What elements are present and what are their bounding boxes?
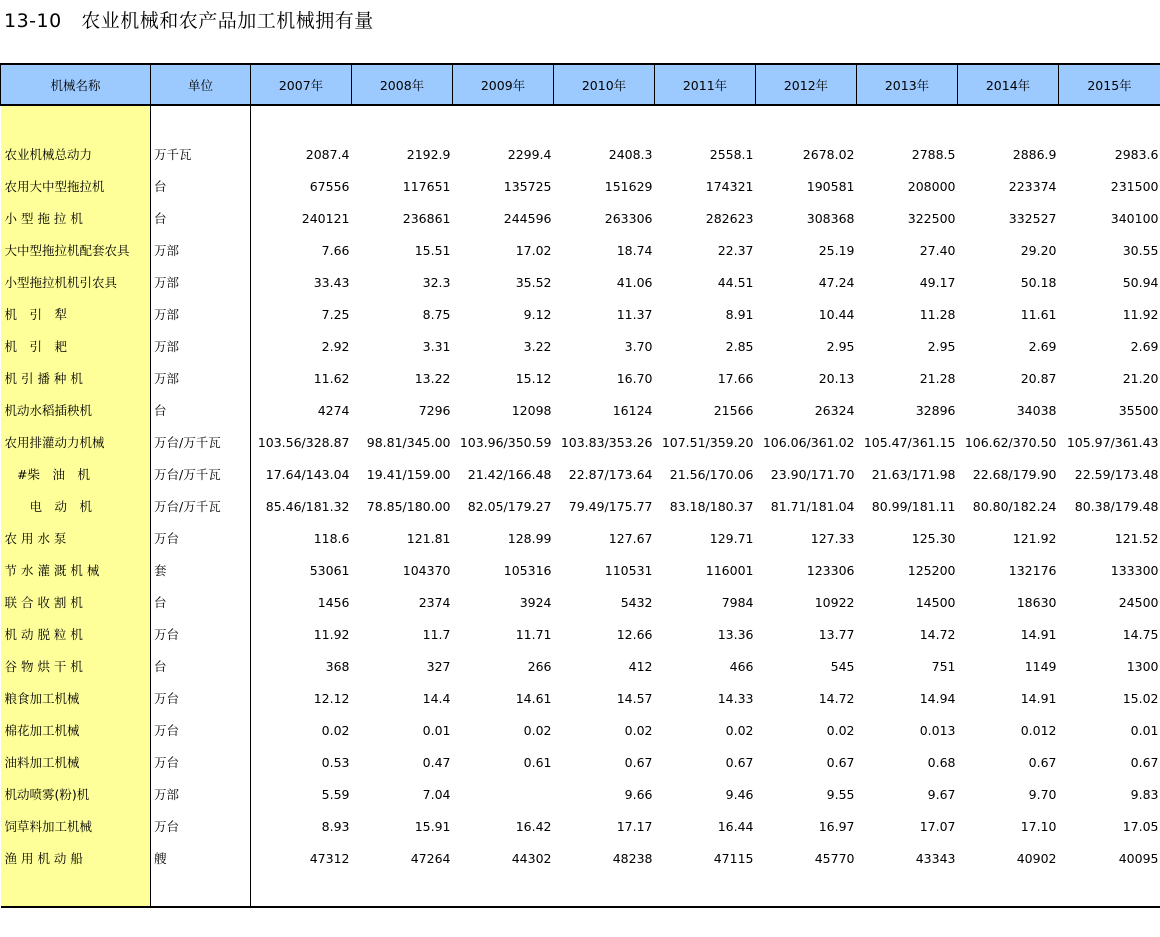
machine-name-cell: 棉花加工机械: [1, 714, 151, 746]
value-cell: 12098: [511, 402, 552, 418]
page-title: 13-10 农业机械和农产品加工机械拥有量: [4, 10, 374, 32]
value-cell: 17.17: [616, 818, 653, 834]
value-cell: 106.62/370.50: [964, 434, 1057, 450]
value-cell: 2299.4: [507, 146, 552, 162]
table-row: [1, 810, 1160, 842]
table-row: [1, 778, 1160, 810]
value-cell: 332527: [1008, 210, 1057, 226]
column-header-year: 2008年: [352, 64, 453, 105]
machine-name-cell: 粮食加工机械: [1, 682, 151, 714]
value-cell: 48238: [612, 850, 653, 866]
value-cell: 18.74: [616, 242, 653, 258]
value-cell: 26324: [814, 402, 855, 418]
value-cell: 0.02: [523, 722, 552, 738]
value-cell: 53061: [309, 562, 350, 578]
unit-cell: 台: [151, 586, 251, 618]
machine-name-cell: 饲草料加工机械: [1, 810, 151, 842]
value-cell: 47.24: [818, 274, 855, 290]
value-cell: 8.91: [725, 306, 754, 322]
value-cell: 2983.6: [1114, 146, 1159, 162]
value-cell: 1300: [1126, 658, 1159, 674]
unit-cell: 台: [151, 650, 251, 682]
unit-cell: 万台/万千瓦: [151, 458, 251, 490]
value-cell: 17.02: [515, 242, 552, 258]
table-row: [1, 682, 1160, 714]
table-body: [1, 105, 1160, 907]
unit-cell: 台: [151, 394, 251, 426]
machine-name-cell: 机 引 犁: [1, 298, 151, 330]
machine-name-cell: #柴 油 机: [1, 458, 151, 490]
value-cell: 14.61: [515, 690, 552, 706]
value-cell: 10922: [814, 594, 855, 610]
value-cell: 20.13: [818, 370, 855, 386]
value-cell: 50.18: [1020, 274, 1057, 290]
value-cell: 50.94: [1122, 274, 1159, 290]
value-cell: 123306: [806, 562, 855, 578]
value-cell: 20.87: [1020, 370, 1057, 386]
table-row: [1, 234, 1160, 266]
table-row: [1, 298, 1160, 330]
value-cell: 751: [931, 658, 956, 674]
value-cell: 15.51: [414, 242, 451, 258]
value-cell: 80.80/182.24: [972, 498, 1057, 514]
unit-cell: 万台: [151, 714, 251, 746]
value-cell: 121.52: [1114, 530, 1159, 546]
machine-name-cell: 农 用 水 泵: [1, 522, 151, 554]
table-row: [1, 586, 1160, 618]
value-cell: 14.91: [1020, 690, 1057, 706]
value-cell: 9.55: [826, 786, 855, 802]
value-cell: 22.87/173.64: [568, 466, 653, 482]
value-cell: 49.17: [919, 274, 956, 290]
column-header-year: 2012年: [756, 64, 857, 105]
value-cell: 0.02: [826, 722, 855, 738]
value-cell: 3.31: [422, 338, 451, 354]
machine-name-cell: 小 型 拖 拉 机: [1, 202, 151, 234]
value-cell: 44.51: [717, 274, 754, 290]
value-cell: 15.12: [515, 370, 552, 386]
value-cell: 466: [729, 658, 754, 674]
value-cell: 105.47/361.15: [863, 434, 956, 450]
table-row: [1, 490, 1160, 522]
table-row: [1, 362, 1160, 394]
value-cell: 12.12: [313, 690, 350, 706]
value-cell: 22.59/173.48: [1074, 466, 1159, 482]
value-cell: 41.06: [616, 274, 653, 290]
machine-name-cell: 农用排灌动力机械: [1, 426, 151, 458]
value-cell: 14.75: [1122, 626, 1159, 642]
value-cell: 545: [830, 658, 855, 674]
value-cell: 19.41/159.00: [366, 466, 451, 482]
value-cell: 11.37: [616, 306, 653, 322]
value-cell: 0.012: [1020, 722, 1057, 738]
value-cell: 81.71/181.04: [770, 498, 855, 514]
value-cell: 21.63/171.98: [871, 466, 956, 482]
machine-name-cell: 节 水 灌 溉 机 械: [1, 554, 151, 586]
value-cell: 282623: [705, 210, 754, 226]
value-cell: 9.66: [624, 786, 653, 802]
value-cell: 80.38/179.48: [1074, 498, 1159, 514]
value-cell: 2788.5: [911, 146, 956, 162]
machine-name-cell: 农业机械总动力: [1, 138, 151, 170]
value-cell: 223374: [1008, 178, 1057, 194]
value-cell: [453, 778, 554, 810]
value-cell: 8.93: [321, 818, 350, 834]
value-cell: 340100: [1110, 210, 1159, 226]
value-cell: 14.57: [616, 690, 653, 706]
column-header-year: 2014年: [958, 64, 1059, 105]
value-cell: 128.99: [507, 530, 552, 546]
value-cell: 0.61: [523, 754, 552, 770]
value-cell: 45770: [814, 850, 855, 866]
machine-name-cell: 谷 物 烘 干 机: [1, 650, 151, 682]
value-cell: 2558.1: [709, 146, 754, 162]
value-cell: 11.62: [313, 370, 350, 386]
table-row: [1, 266, 1160, 298]
table-row: [1, 202, 1160, 234]
value-cell: 7.66: [321, 242, 350, 258]
value-cell: 0.47: [422, 754, 451, 770]
unit-cell: 台: [151, 202, 251, 234]
value-cell: 110531: [604, 562, 653, 578]
table-row: [1, 394, 1160, 426]
machine-name-cell: 渔 用 机 动 船: [1, 842, 151, 874]
value-cell: 240121: [301, 210, 350, 226]
value-cell: 174321: [705, 178, 754, 194]
value-cell: 125200: [907, 562, 956, 578]
value-cell: 47312: [309, 850, 350, 866]
value-cell: 135725: [503, 178, 552, 194]
value-cell: 82.05/179.27: [467, 498, 552, 514]
unit-cell: 万台/万千瓦: [151, 490, 251, 522]
value-cell: 15.91: [414, 818, 451, 834]
value-cell: 27.40: [919, 242, 956, 258]
value-cell: 2.95: [927, 338, 956, 354]
value-cell: 17.10: [1020, 818, 1057, 834]
unit-cell: 万部: [151, 330, 251, 362]
value-cell: 16.70: [616, 370, 653, 386]
table-row: [1, 138, 1160, 170]
value-cell: 0.67: [624, 754, 653, 770]
column-header-year: 2010年: [554, 64, 655, 105]
value-cell: 13.36: [717, 626, 754, 642]
unit-cell: 套: [151, 554, 251, 586]
value-cell: 0.53: [321, 754, 350, 770]
table-row: [1, 426, 1160, 458]
unit-cell: 万台: [151, 810, 251, 842]
value-cell: 0.02: [321, 722, 350, 738]
value-cell: 2886.9: [1012, 146, 1057, 162]
value-cell: 3.70: [624, 338, 653, 354]
value-cell: 79.49/175.77: [568, 498, 653, 514]
table-row: [1, 842, 1160, 874]
machine-name-cell: 小型拖拉机机引农具: [1, 266, 151, 298]
table-row: [1, 522, 1160, 554]
table-row: [1, 650, 1160, 682]
value-cell: 2.92: [321, 338, 350, 354]
unit-cell: 万台: [151, 746, 251, 778]
table-row: [1, 554, 1160, 586]
value-cell: 9.46: [725, 786, 754, 802]
header-row: [1, 64, 1160, 105]
value-cell: 40095: [1118, 850, 1159, 866]
value-cell: 14.72: [919, 626, 956, 642]
machine-name-cell: 机 动 脱 粒 机: [1, 618, 151, 650]
machine-name-cell: 机 引 耙: [1, 330, 151, 362]
value-cell: 21.28: [919, 370, 956, 386]
value-cell: 21.20: [1122, 370, 1159, 386]
value-cell: 80.99/181.11: [871, 498, 956, 514]
value-cell: 17.66: [717, 370, 754, 386]
value-cell: 0.67: [1028, 754, 1057, 770]
value-cell: 7.04: [422, 786, 451, 802]
value-cell: 9.12: [523, 306, 552, 322]
column-header-year: 2009年: [453, 64, 554, 105]
unit-cell: 万台: [151, 522, 251, 554]
machine-name-cell: 电 动 机: [1, 490, 151, 522]
value-cell: 35500: [1118, 402, 1159, 418]
value-cell: 2374: [418, 594, 451, 610]
value-cell: 103.56/328.87: [257, 434, 350, 450]
value-cell: 121.81: [406, 530, 451, 546]
value-cell: 14.94: [919, 690, 956, 706]
machine-name-cell: 机动水稻插秧机: [1, 394, 151, 426]
value-cell: 0.67: [826, 754, 855, 770]
value-cell: 11.71: [515, 626, 552, 642]
value-cell: 327: [426, 658, 451, 674]
value-cell: 18630: [1016, 594, 1057, 610]
value-cell: 11.28: [919, 306, 956, 322]
column-header-year: 2013年: [857, 64, 958, 105]
value-cell: 14.72: [818, 690, 855, 706]
column-header-year: 2007年: [251, 64, 352, 105]
value-cell: 103.96/350.59: [459, 434, 552, 450]
value-cell: 7984: [721, 594, 754, 610]
value-cell: 8.75: [422, 306, 451, 322]
value-cell: 117651: [402, 178, 451, 194]
value-cell: 5.59: [321, 786, 350, 802]
value-cell: 17.64/143.04: [265, 466, 350, 482]
value-cell: 368: [325, 658, 350, 674]
value-cell: 116001: [705, 562, 754, 578]
value-cell: 9.67: [927, 786, 956, 802]
value-cell: 22.68/179.90: [972, 466, 1057, 482]
value-cell: 67556: [309, 178, 350, 194]
value-cell: 10.44: [818, 306, 855, 322]
value-cell: 44302: [511, 850, 552, 866]
table-row: [1, 714, 1160, 746]
value-cell: 263306: [604, 210, 653, 226]
value-cell: 2087.4: [305, 146, 350, 162]
spacer-row: [1, 874, 1160, 907]
value-cell: 78.85/180.00: [366, 498, 451, 514]
value-cell: 16.97: [818, 818, 855, 834]
value-cell: 11.61: [1020, 306, 1057, 322]
value-cell: 127.67: [608, 530, 653, 546]
machine-name-cell: 机 引 播 种 机: [1, 362, 151, 394]
machine-name-cell: 机动喷雾(粉)机: [1, 778, 151, 810]
value-cell: 17.05: [1122, 818, 1159, 834]
value-cell: 125.30: [911, 530, 956, 546]
table-row: [1, 330, 1160, 362]
value-cell: 13.77: [818, 626, 855, 642]
value-cell: 105.97/361.43: [1066, 434, 1159, 450]
value-cell: 121.92: [1012, 530, 1057, 546]
value-cell: 1456: [317, 594, 350, 610]
value-cell: 98.81/345.00: [366, 434, 451, 450]
value-cell: 129.71: [709, 530, 754, 546]
value-cell: 13.22: [414, 370, 451, 386]
unit-cell: 万部: [151, 266, 251, 298]
value-cell: 11.92: [313, 626, 350, 642]
unit-cell: 万台/万千瓦: [151, 426, 251, 458]
unit-cell: 万部: [151, 234, 251, 266]
value-cell: 17.07: [919, 818, 956, 834]
value-cell: 30.55: [1122, 242, 1159, 258]
value-cell: 0.013: [919, 722, 956, 738]
value-cell: 118.6: [313, 530, 350, 546]
value-cell: 15.02: [1122, 690, 1159, 706]
machine-name-cell: 大中型拖拉机配套农具: [1, 234, 151, 266]
value-cell: 25.19: [818, 242, 855, 258]
value-cell: 14.33: [717, 690, 754, 706]
value-cell: 1149: [1024, 658, 1057, 674]
machine-name-cell: 农用大中型拖拉机: [1, 170, 151, 202]
value-cell: 308368: [806, 210, 855, 226]
column-header-year: 2011年: [655, 64, 756, 105]
value-cell: 23.90/171.70: [770, 466, 855, 482]
value-cell: 11.92: [1122, 306, 1159, 322]
value-cell: 266: [527, 658, 552, 674]
value-cell: 12.66: [616, 626, 653, 642]
unit-cell: 万部: [151, 778, 251, 810]
value-cell: 0.01: [1130, 722, 1159, 738]
value-cell: 0.02: [624, 722, 653, 738]
unit-cell: 万台: [151, 682, 251, 714]
value-cell: 2192.9: [406, 146, 451, 162]
value-cell: 43343: [915, 850, 956, 866]
unit-cell: 万台: [151, 618, 251, 650]
value-cell: 21.42/166.48: [467, 466, 552, 482]
value-cell: 35.52: [515, 274, 552, 290]
unit-cell: 万部: [151, 362, 251, 394]
value-cell: 2678.02: [802, 146, 855, 162]
value-cell: 7.25: [321, 306, 350, 322]
value-cell: 21566: [713, 402, 754, 418]
value-cell: 208000: [907, 178, 956, 194]
value-cell: 85.46/181.32: [265, 498, 350, 514]
value-cell: 83.18/180.37: [669, 498, 754, 514]
value-cell: 190581: [806, 178, 855, 194]
table-row: [1, 618, 1160, 650]
value-cell: 3924: [519, 594, 552, 610]
value-cell: 2408.3: [608, 146, 653, 162]
value-cell: 105316: [503, 562, 552, 578]
value-cell: 9.83: [1130, 786, 1159, 802]
value-cell: 244596: [503, 210, 552, 226]
value-cell: 21.56/170.06: [669, 466, 754, 482]
value-cell: 32.3: [422, 274, 451, 290]
spacer-row: [1, 105, 1160, 138]
value-cell: 4274: [317, 402, 350, 418]
value-cell: 2.85: [725, 338, 754, 354]
value-cell: 7296: [418, 402, 451, 418]
value-cell: 0.02: [725, 722, 754, 738]
value-cell: 29.20: [1020, 242, 1057, 258]
value-cell: 47115: [713, 850, 754, 866]
value-cell: 47264: [410, 850, 451, 866]
value-cell: 2.69: [1130, 338, 1159, 354]
value-cell: 16.42: [515, 818, 552, 834]
value-cell: 0.01: [422, 722, 451, 738]
value-cell: 34038: [1016, 402, 1057, 418]
value-cell: 32896: [915, 402, 956, 418]
machine-name-cell: 油料加工机械: [1, 746, 151, 778]
value-cell: 133300: [1110, 562, 1159, 578]
value-cell: 33.43: [313, 274, 350, 290]
table-row: [1, 458, 1160, 490]
value-cell: 103.83/353.26: [560, 434, 653, 450]
value-cell: 0.67: [725, 754, 754, 770]
value-cell: 2.95: [826, 338, 855, 354]
value-cell: 132176: [1008, 562, 1057, 578]
value-cell: 22.37: [717, 242, 754, 258]
value-cell: 322500: [907, 210, 956, 226]
value-cell: 16124: [612, 402, 653, 418]
data-table: [0, 63, 1160, 908]
value-cell: 151629: [604, 178, 653, 194]
unit-cell: 万部: [151, 298, 251, 330]
value-cell: 5432: [620, 594, 653, 610]
unit-cell: 台: [151, 170, 251, 202]
column-header-name: 机械名称: [1, 64, 151, 105]
value-cell: 11.7: [422, 626, 451, 642]
column-header-unit: 单位: [151, 64, 251, 105]
value-cell: 412: [628, 658, 653, 674]
value-cell: 14.91: [1020, 626, 1057, 642]
value-cell: 16.44: [717, 818, 754, 834]
value-cell: 14.4: [422, 690, 451, 706]
value-cell: 231500: [1110, 178, 1159, 194]
value-cell: 106.06/361.02: [762, 434, 855, 450]
value-cell: 24500: [1118, 594, 1159, 610]
value-cell: 0.67: [1130, 754, 1159, 770]
machine-name-cell: 联 合 收 割 机: [1, 586, 151, 618]
column-header-year: 2015年: [1059, 64, 1160, 105]
value-cell: 3.22: [523, 338, 552, 354]
value-cell: 107.51/359.20: [661, 434, 754, 450]
value-cell: 127.33: [810, 530, 855, 546]
value-cell: 104370: [402, 562, 451, 578]
value-cell: 9.70: [1028, 786, 1057, 802]
value-cell: 14500: [915, 594, 956, 610]
value-cell: 0.68: [927, 754, 956, 770]
unit-cell: 艘: [151, 842, 251, 874]
table-row: [1, 170, 1160, 202]
value-cell: 2.69: [1028, 338, 1057, 354]
table-row: [1, 746, 1160, 778]
value-cell: 40902: [1016, 850, 1057, 866]
unit-cell: 万千瓦: [151, 138, 251, 170]
value-cell: 236861: [402, 210, 451, 226]
